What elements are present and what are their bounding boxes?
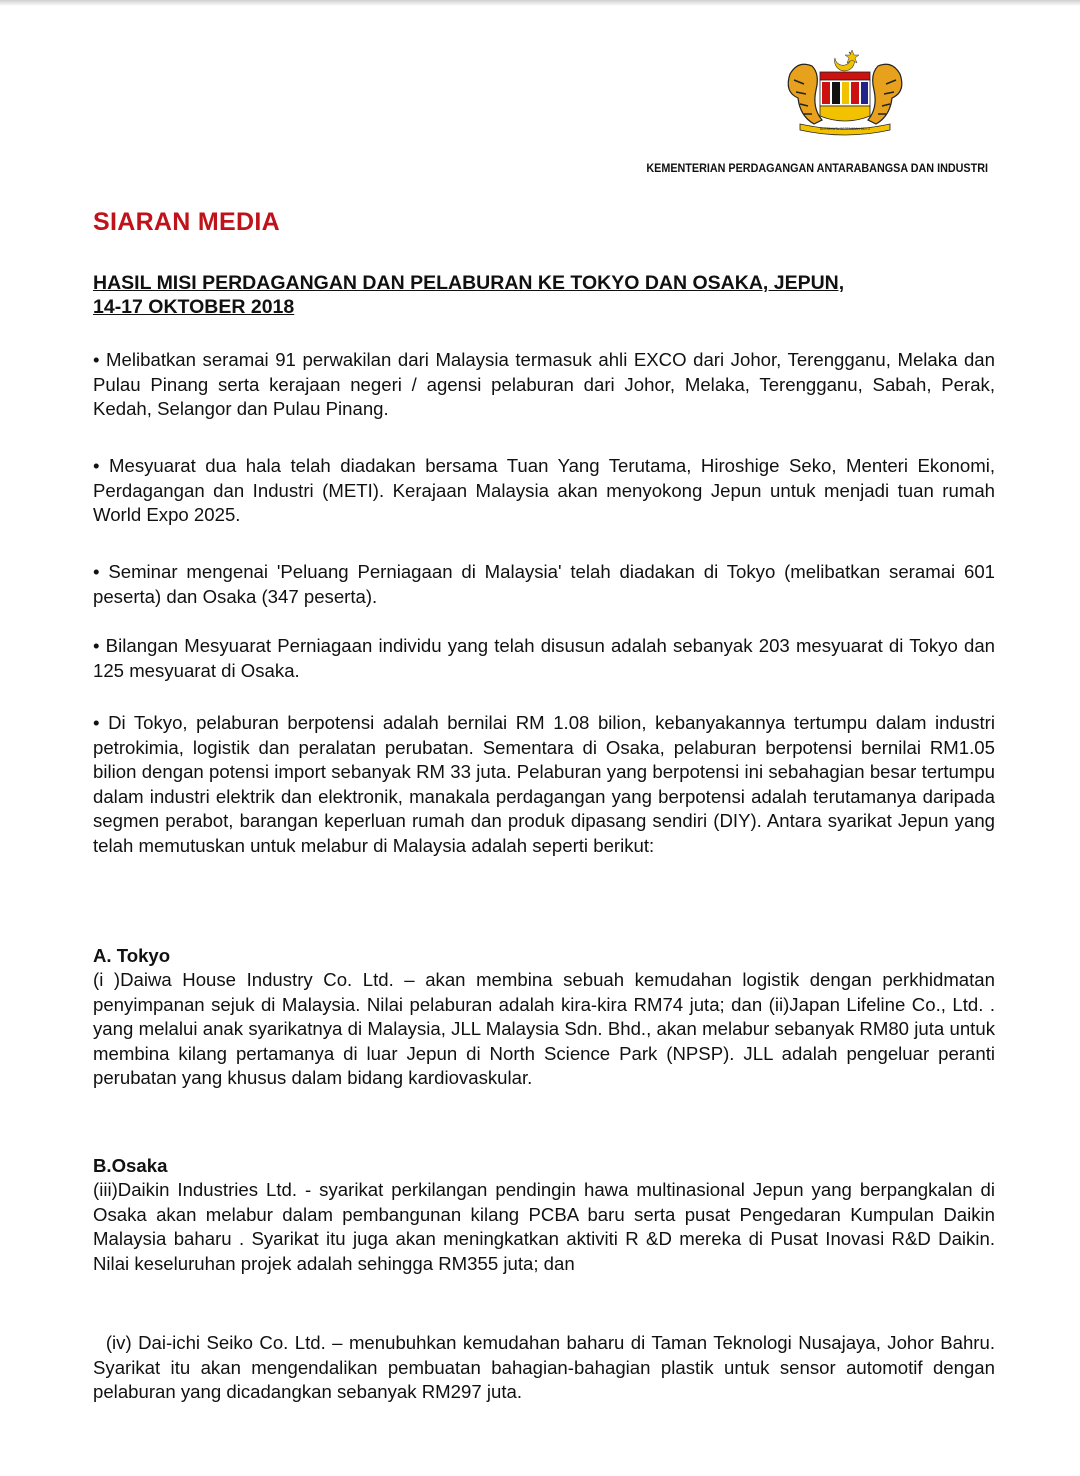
headline-line-1: HASIL MISI PERDAGANGAN DAN PELABURAN KE TOKYO DAN OSAKA, JEPUN, [93, 272, 845, 294]
headline [93, 271, 973, 319]
section-text-osaka: (iii)Daikin Industries Ltd. - syarikat perkilangan pendingin hawa multinasional Jepun yang berpangkalan di Osaka akan melabur dalam pembangunan kilang PCBA baru serta pusat Pengedaran Kumpulan Daikin Malaysia baharu . Syarikat itu juga akan meningkatkan aktiviti R &D mereka di Pusat Inovasi R&D Daikin. Nilai keseluruhan projek adalah sehingga RM355 juta; dan [93, 1179, 995, 1274]
document-title: SIARAN MEDIA [93, 208, 280, 236]
headline-line-2: 14-17 OKTOBER 2018 [93, 296, 295, 318]
paragraph-bilateral-meeting: • Mesyuarat dua hala telah diadakan bersama Tuan Yang Terutama, Hiroshige Seko, Menteri Ekonomi, Perdagangan dan Industri (METI). Kerajaan Malaysia akan menyokong Jepun untuk menjadi tuan rumah World Expo 2025. [93, 455, 995, 526]
paragraph-investment: • Di Tokyo, pelaburan berpotensi adalah bernilai RM 1.08 bilion, kebanyakannya tertumpu dalam industri petrokimia, logistik dan peralatan perubatan. Sementara di Osaka, pelaburan berpotensi bernilai RM1.05 bilion dengan potensi import sebanyak RM 33 juta. Pelaburan yang berpotensi ini sebahagian besar tertumpu dalam industri elektrik dan elektronik, manakala perdagangan yang berpotensi adalah terutamanya daripada segmen perabot, barangan keperluan rumah dan produk dipasang sendiri (DIY). Antara syarikat Jepun yang telah memutuskan untuk melabur di Malaysia adalah seperti berikut: [93, 712, 995, 856]
paragraph-seminar: • Seminar mengenai 'Peluang Perniagaan di Malaysia' telah diadakan di Tokyo (melibatkan seramai 601 peserta) dan Osaka (347 peserta). [93, 561, 995, 607]
section-text-tokyo: (i )Daiwa House Industry Co. Ltd. – akan membina sebuah kemudahan logistik dengan perkhidmatan penyimpanan sejuk di Malaysia. Nilai pelaburan adalah kira-kira RM74 juta; dan (ii)Japan Lifeline Co., Ltd. . yang melalui anak syarikatnya di Malaysia, JLL Malaysia Sdn. Bhd., akan melabur sebanyak RM80 juta untuk membina kilang pertamanya di luar Jepun di North Science Park (NPSP). JLL adalah pengeluar peranti perubatan yang khusus dalam bidang kardiovaskular. [93, 969, 995, 1089]
ministry-name: KEMENTERIAN PERDAGANGAN ANTARABANGSA DAN INDUSTRI [646, 162, 988, 175]
section-heading-tokyo: A. Tokyo [93, 945, 171, 966]
paragraph-delegation: • Melibatkan seramai 91 perwakilan dari Malaysia termasuk ahli EXCO dari Johor, Terengganu, Melaka dan Pulau Pinang serta kerajaan negeri / agensi pelaburan dari Johor, Melaka, Terengganu, Sabah, Perak, Kedah, Selangor dan Pulau Pinang. [93, 349, 995, 420]
coat-of-arms-logo [780, 44, 910, 136]
page-top-edge [0, 0, 1080, 6]
paragraph-business-meetings: • Bilangan Mesyuarat Perniagaan individu yang telah disusun adalah sebanyak 203 mesyuarat di Tokyo dan 125 mesyuarat di Osaka. [93, 635, 995, 681]
section-text-osaka-2: (iv) Dai-ichi Seiko Co. Ltd. – menubuhkan kemudahan baharu di Taman Teknologi Nusajaya, Johor Bahru. Syarikat itu akan mengendalikan pembuatan bahagian-bahagian plastik untuk sensor automotif dengan pelaburan yang dicadangkan sebanyak RM297 juta. [93, 1332, 1001, 1403]
section-heading-osaka: B.Osaka [93, 1155, 168, 1176]
svg-text:BERSEKUTU BERTAMBAH MUTU: BERSEKUTU BERTAMBAH MUTU [819, 127, 871, 131]
